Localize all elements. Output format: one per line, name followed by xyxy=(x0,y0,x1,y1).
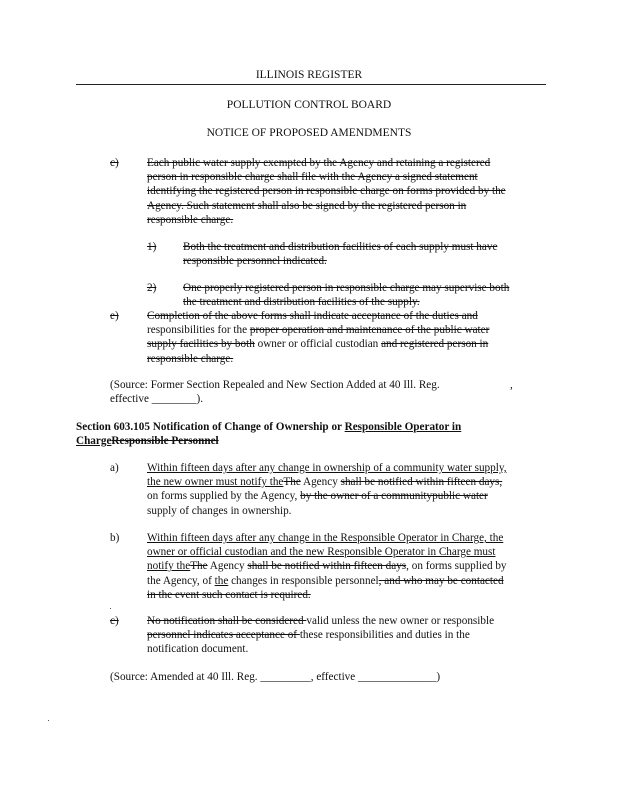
text-run: on forms supplied by the Agency, xyxy=(147,490,301,503)
text-run: Section 603.105 Notification of Change of Ownership or xyxy=(76,421,345,433)
text-line: person in responsible charge shall file with the Agency a signed statement xyxy=(147,171,478,184)
item-label-c-old: c) xyxy=(110,157,119,169)
speck xyxy=(48,720,49,721)
header-rule xyxy=(76,84,546,85)
item-label-2: 2) xyxy=(147,282,157,294)
notice-title: NOTICE OF PROPOSED AMENDMENTS xyxy=(206,127,412,139)
text-line: One properly registered person in responsible charge may supervise both xyxy=(183,282,510,294)
board-title: POLLUTION CONTROL BOARD xyxy=(226,99,392,111)
text-run: proper operation and maintenance of the public water xyxy=(249,324,490,337)
text-line: Agency. Such statement shall also be signed by the registered person in xyxy=(147,199,467,212)
text-run: No notification shall be considered xyxy=(147,615,307,627)
text-line: owner or official custodian and the new Responsible Operator in Charge must xyxy=(147,546,496,559)
text-line: Completion of the above forms shall indicate acceptance of the duties and xyxy=(147,310,478,322)
text-line: Each public water supply exempted by the Agency and retaining a registered xyxy=(147,157,491,169)
text-run: by the owner of a communitypublic water xyxy=(300,490,488,503)
text-line: the treatment and distribution facilities of the supply. xyxy=(183,296,420,309)
para-a-text xyxy=(147,461,567,518)
text-run: The xyxy=(190,560,208,573)
text-line xyxy=(147,559,567,573)
section-e-text xyxy=(147,309,567,366)
text-run: Agency xyxy=(300,476,341,489)
item-2-text xyxy=(183,281,563,309)
text-run: these responsibilities and duties in the xyxy=(299,629,470,642)
source-note-1 xyxy=(110,378,530,406)
speck xyxy=(110,608,111,609)
text-run: Responsible Personnel xyxy=(111,435,219,448)
text-run: , and who may be contacted xyxy=(378,574,504,587)
item-label-e: e) xyxy=(110,310,119,322)
text-run: supply facilities by both xyxy=(147,338,255,351)
text-line xyxy=(76,420,546,434)
register-title: ILLINOIS REGISTER xyxy=(255,69,363,81)
text-line xyxy=(147,323,567,337)
text-run: Agency xyxy=(207,560,248,573)
text-line: Within fifteen days after any change in the Responsible Operator in Charge, the xyxy=(147,532,504,544)
text-run: The xyxy=(283,476,301,489)
section-heading xyxy=(76,420,546,448)
text-line xyxy=(147,574,567,588)
source-comma: , xyxy=(510,379,513,391)
text-run: Responsible Operator in xyxy=(344,421,462,433)
text-line xyxy=(147,475,567,489)
text-line: identifying the registered person in responsible charge on forms provided by the xyxy=(147,185,506,198)
text-line: in the event such contact is required. xyxy=(147,588,311,601)
text-line: responsible charge. xyxy=(147,213,234,226)
text-line: responsible charge. xyxy=(147,352,234,365)
text-line: Within fifteen days after any change in ownership of a community water supply, xyxy=(147,462,507,474)
text-run: Charge xyxy=(76,435,112,448)
item-label-b: b) xyxy=(110,532,120,544)
text-line xyxy=(110,378,530,392)
text-run: the new owner must notify the xyxy=(147,476,284,489)
text-run: the xyxy=(214,574,229,587)
section-c-old-text xyxy=(147,156,567,227)
text-line xyxy=(76,434,546,448)
text-line: notification document. xyxy=(147,643,249,656)
text-line xyxy=(147,489,567,503)
text-line xyxy=(147,628,567,642)
text-line: effective ________). xyxy=(110,393,203,406)
text-line xyxy=(147,614,567,628)
text-run: and registered person in xyxy=(381,338,489,351)
text-line: responsible personnel indicated. xyxy=(183,255,327,268)
item-label-1: 1) xyxy=(147,241,157,253)
text-line: supply of changes in ownership. xyxy=(147,504,292,517)
text-run: , on forms supplied by xyxy=(406,560,507,573)
item-1-text xyxy=(183,240,563,268)
text-run: changes in responsible personnel xyxy=(228,574,379,587)
item-label-c-new: c) xyxy=(110,615,119,627)
text-run: valid unless the new owner or responsible xyxy=(306,615,495,627)
text-run: (Source: Former Section Repealed and New Section Added at 40 Ill. Reg. xyxy=(110,379,440,391)
text-line: Both the treatment and distribution facilities of each supply must have xyxy=(183,241,498,253)
text-line xyxy=(147,337,567,351)
text-run: shall be notified within fifteen days xyxy=(247,560,407,573)
text-run: shall be notified within fifteen days, xyxy=(340,476,503,489)
text-run: responsibilities for the xyxy=(147,324,250,337)
source-note-2: (Source: Amended at 40 Ill. Reg. _________, effective ______________) xyxy=(110,671,441,683)
para-c-new-text xyxy=(147,614,567,657)
text-run: notify the xyxy=(147,560,191,573)
item-label-a: a) xyxy=(110,462,119,474)
text-run: the Agency, of xyxy=(147,574,215,587)
text-run: personnel indicates acceptance of xyxy=(147,629,300,642)
para-b-text xyxy=(147,531,567,602)
text-run: owner or official custodian xyxy=(254,338,382,351)
